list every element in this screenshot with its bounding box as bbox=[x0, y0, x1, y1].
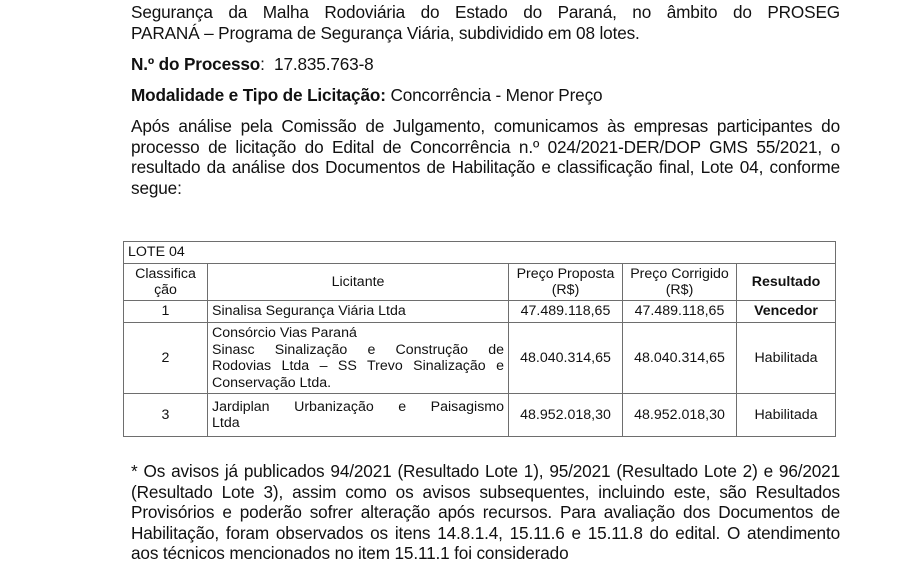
cell-preco-corrigido: 47.489.118,65 bbox=[623, 301, 737, 323]
licitante-line: Consórcio Vias Paraná bbox=[212, 325, 357, 341]
cell-classificacao: 3 bbox=[124, 394, 208, 437]
cell-licitante bbox=[208, 301, 509, 323]
intro-line-2: PARANÁ – Programa de Segurança Viária, subdividido em 08 lotes. bbox=[131, 22, 640, 43]
header-preco-proposta: Preço Proposta (R$) bbox=[509, 264, 623, 301]
cell-preco-proposta: 48.952.018,30 bbox=[509, 394, 623, 437]
licitante-line: Ltda bbox=[212, 415, 240, 431]
licitante-line: Sinalisa Segurança Viária Ltda bbox=[212, 303, 406, 320]
modalidade-line bbox=[131, 85, 840, 106]
table-row bbox=[124, 323, 836, 394]
header-classificacao: Classifica ção bbox=[124, 264, 208, 301]
lote-title-row bbox=[124, 242, 836, 264]
processo-label: N.º do Processo bbox=[131, 54, 261, 74]
header-licitante: Licitante bbox=[208, 264, 509, 301]
processo-line bbox=[131, 54, 840, 75]
processo-number: 17.835.763-8 bbox=[264, 54, 374, 74]
intro-line-1: Segurança da Malha Rodoviária do Estado do Paraná, no âmbito do PROSEG bbox=[131, 2, 840, 22]
header-preco-corrigido: Preço Corrigido (R$) bbox=[623, 264, 737, 301]
modalidade-label: Modalidade e Tipo de Licitação: bbox=[131, 85, 386, 105]
header-resultado: Resultado bbox=[737, 264, 836, 301]
result-table bbox=[123, 241, 836, 437]
modalidade-value: Concorrência - Menor Preço bbox=[385, 85, 603, 105]
aviso-paragraph: * Os avisos já publicados 94/2021 (Resultado Lote 1), 95/2021 (Resultado Lote 2) e 96/2021 (Resultado Lote 3), assim como os avisos subsequentes, incluindo este, são Resultados Provisórios e poderão sofrer alteração após recursos. Para avaliação dos Documentos de Habilitação, foram observados os itens 14.8.1.4, 15.11.6 e 15.11.8 do edital. O atendimento aos técnicos mencionados no item 15.11.1 foi considerado bbox=[131, 461, 840, 563]
table-row bbox=[124, 394, 836, 437]
analise-paragraph: Após análise pela Comissão de Julgamento, comunicamos às empresas participantes do processo de licitação do Edital de Concorrência n.º 024/2021-DER/DOP GMS 55/2021, o resultado da análise dos Documentos de Habilitação e classificação final, Lote 04, conforme segue: bbox=[131, 116, 840, 198]
cell-resultado: Habilitada bbox=[737, 394, 836, 437]
licitante-line: Conservação Ltda. bbox=[212, 374, 332, 391]
cell-preco-proposta: 47.489.118,65 bbox=[509, 301, 623, 323]
cell-classificacao: 2 bbox=[124, 323, 208, 394]
lote-title: LOTE 04 bbox=[124, 242, 836, 264]
table-row bbox=[124, 301, 836, 323]
cell-resultado: Habilitada bbox=[737, 323, 836, 394]
processo-separator: : bbox=[260, 54, 265, 74]
licitante-line: Sinasc Sinalização e Construção de bbox=[212, 341, 504, 358]
cell-preco-proposta: 48.040.314,65 bbox=[509, 323, 623, 394]
cell-licitante bbox=[208, 323, 509, 394]
licitante-line: Jardiplan Urbanização e Paisagismo bbox=[212, 398, 504, 415]
intro-paragraph bbox=[131, 2, 840, 43]
licitante-line: Rodovias Ltda – SS Trevo Sinalização e bbox=[212, 358, 504, 374]
cell-classificacao: 1 bbox=[124, 301, 208, 323]
cell-preco-corrigido: 48.040.314,65 bbox=[623, 323, 737, 394]
cell-resultado: Vencedor bbox=[737, 301, 836, 323]
table-header-row bbox=[124, 264, 836, 301]
cell-licitante bbox=[208, 394, 509, 437]
cell-preco-corrigido: 48.952.018,30 bbox=[623, 394, 737, 437]
